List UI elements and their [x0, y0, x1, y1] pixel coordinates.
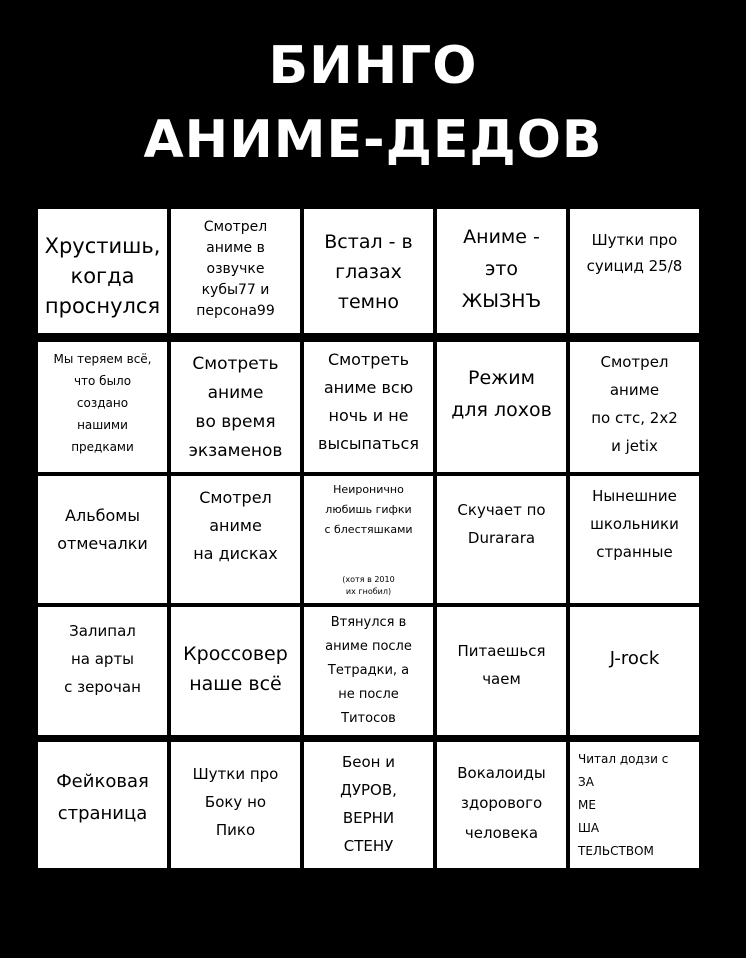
bingo-cell	[171, 209, 300, 333]
bingo-cell	[570, 476, 699, 603]
bingo-cell	[304, 476, 433, 603]
cell-text: Втянулся в аниме после Тетрадки, а не после Титосов	[325, 615, 412, 726]
cell-text: Беон и ДУРОВ, ВЕРНИ СТЕНУ	[340, 753, 397, 855]
cell-text: Читал додзи с ЗА МЕ ША ТЕЛЬСТВОМ	[578, 752, 669, 858]
bingo-cell	[570, 742, 699, 868]
cell-text: Альбомы отмечалки	[57, 506, 148, 553]
cell-text: Залипал на арты с зерочан	[64, 622, 141, 696]
cell-text: Смотреть аниме во время экзаменов	[188, 354, 283, 461]
bingo-cell	[437, 607, 566, 735]
bingo-cell	[171, 476, 300, 603]
bingo-cell	[437, 342, 566, 472]
cell-text: Кроссовер наше всё	[183, 643, 288, 695]
bingo-cell	[38, 742, 167, 868]
cell-text: Смотрел аниме на дисках	[193, 488, 278, 563]
cell-text: Смотрел аниме в озвучке кубы77 и персона99	[196, 219, 275, 319]
cell-text: J-rock	[609, 648, 660, 669]
bingo-cell	[437, 476, 566, 603]
cell-text: Шутки про суицид 25/8	[586, 231, 683, 275]
bingo-cell	[304, 209, 433, 333]
cell-text: Фейковая страница	[56, 771, 149, 824]
bingo-cell	[38, 476, 167, 603]
bingo-cell	[437, 209, 566, 333]
cell-text: Шутки про Боку но Пико	[192, 765, 279, 839]
cell-text: Смотреть аниме всю ночь и не высыпаться	[318, 350, 419, 453]
bingo-cell	[570, 607, 699, 735]
bingo-cell	[171, 342, 300, 472]
cell-text: Неиронично любишь гифки с блестяшками	[324, 483, 413, 536]
bingo-cell	[437, 742, 566, 868]
title-line-2: АНИМЕ-ДЕДОВ	[143, 110, 603, 170]
cell-text: Скучает по Durarara	[457, 501, 546, 547]
bingo-cell	[304, 742, 433, 868]
cell-text: Хрустишь, когда проснулся	[44, 234, 161, 318]
cell-text: Аниме - это ЖЫЗНЪ	[461, 226, 542, 312]
cell-text: Смотрел аниме по стс, 2х2 и jetix	[591, 353, 678, 455]
cell-text: Вокалоиды здорового человека	[457, 764, 546, 842]
bingo-cell	[171, 742, 300, 868]
cell-text: Питаешься чаем	[457, 642, 546, 688]
bingo-cell	[38, 342, 167, 472]
cell-text: Мы теряем всё, что было создано нашими предками	[53, 352, 152, 454]
bingo-cell	[570, 209, 699, 333]
bingo-cell	[570, 342, 699, 472]
cell-text: Встал - в глазах темно	[324, 231, 413, 313]
bingo-cell	[38, 607, 167, 735]
bingo-cell	[304, 342, 433, 472]
bingo-cell	[38, 209, 167, 333]
cell-text: Режим для лохов	[451, 367, 552, 421]
bingo-cell	[304, 607, 433, 735]
bingo-cell	[171, 607, 300, 735]
title-line-1: БИНГО	[268, 36, 478, 96]
cell-text: Нынешние школьники странные	[590, 487, 679, 561]
cell-note: (хотя в 2010 их гнобил)	[342, 575, 395, 596]
